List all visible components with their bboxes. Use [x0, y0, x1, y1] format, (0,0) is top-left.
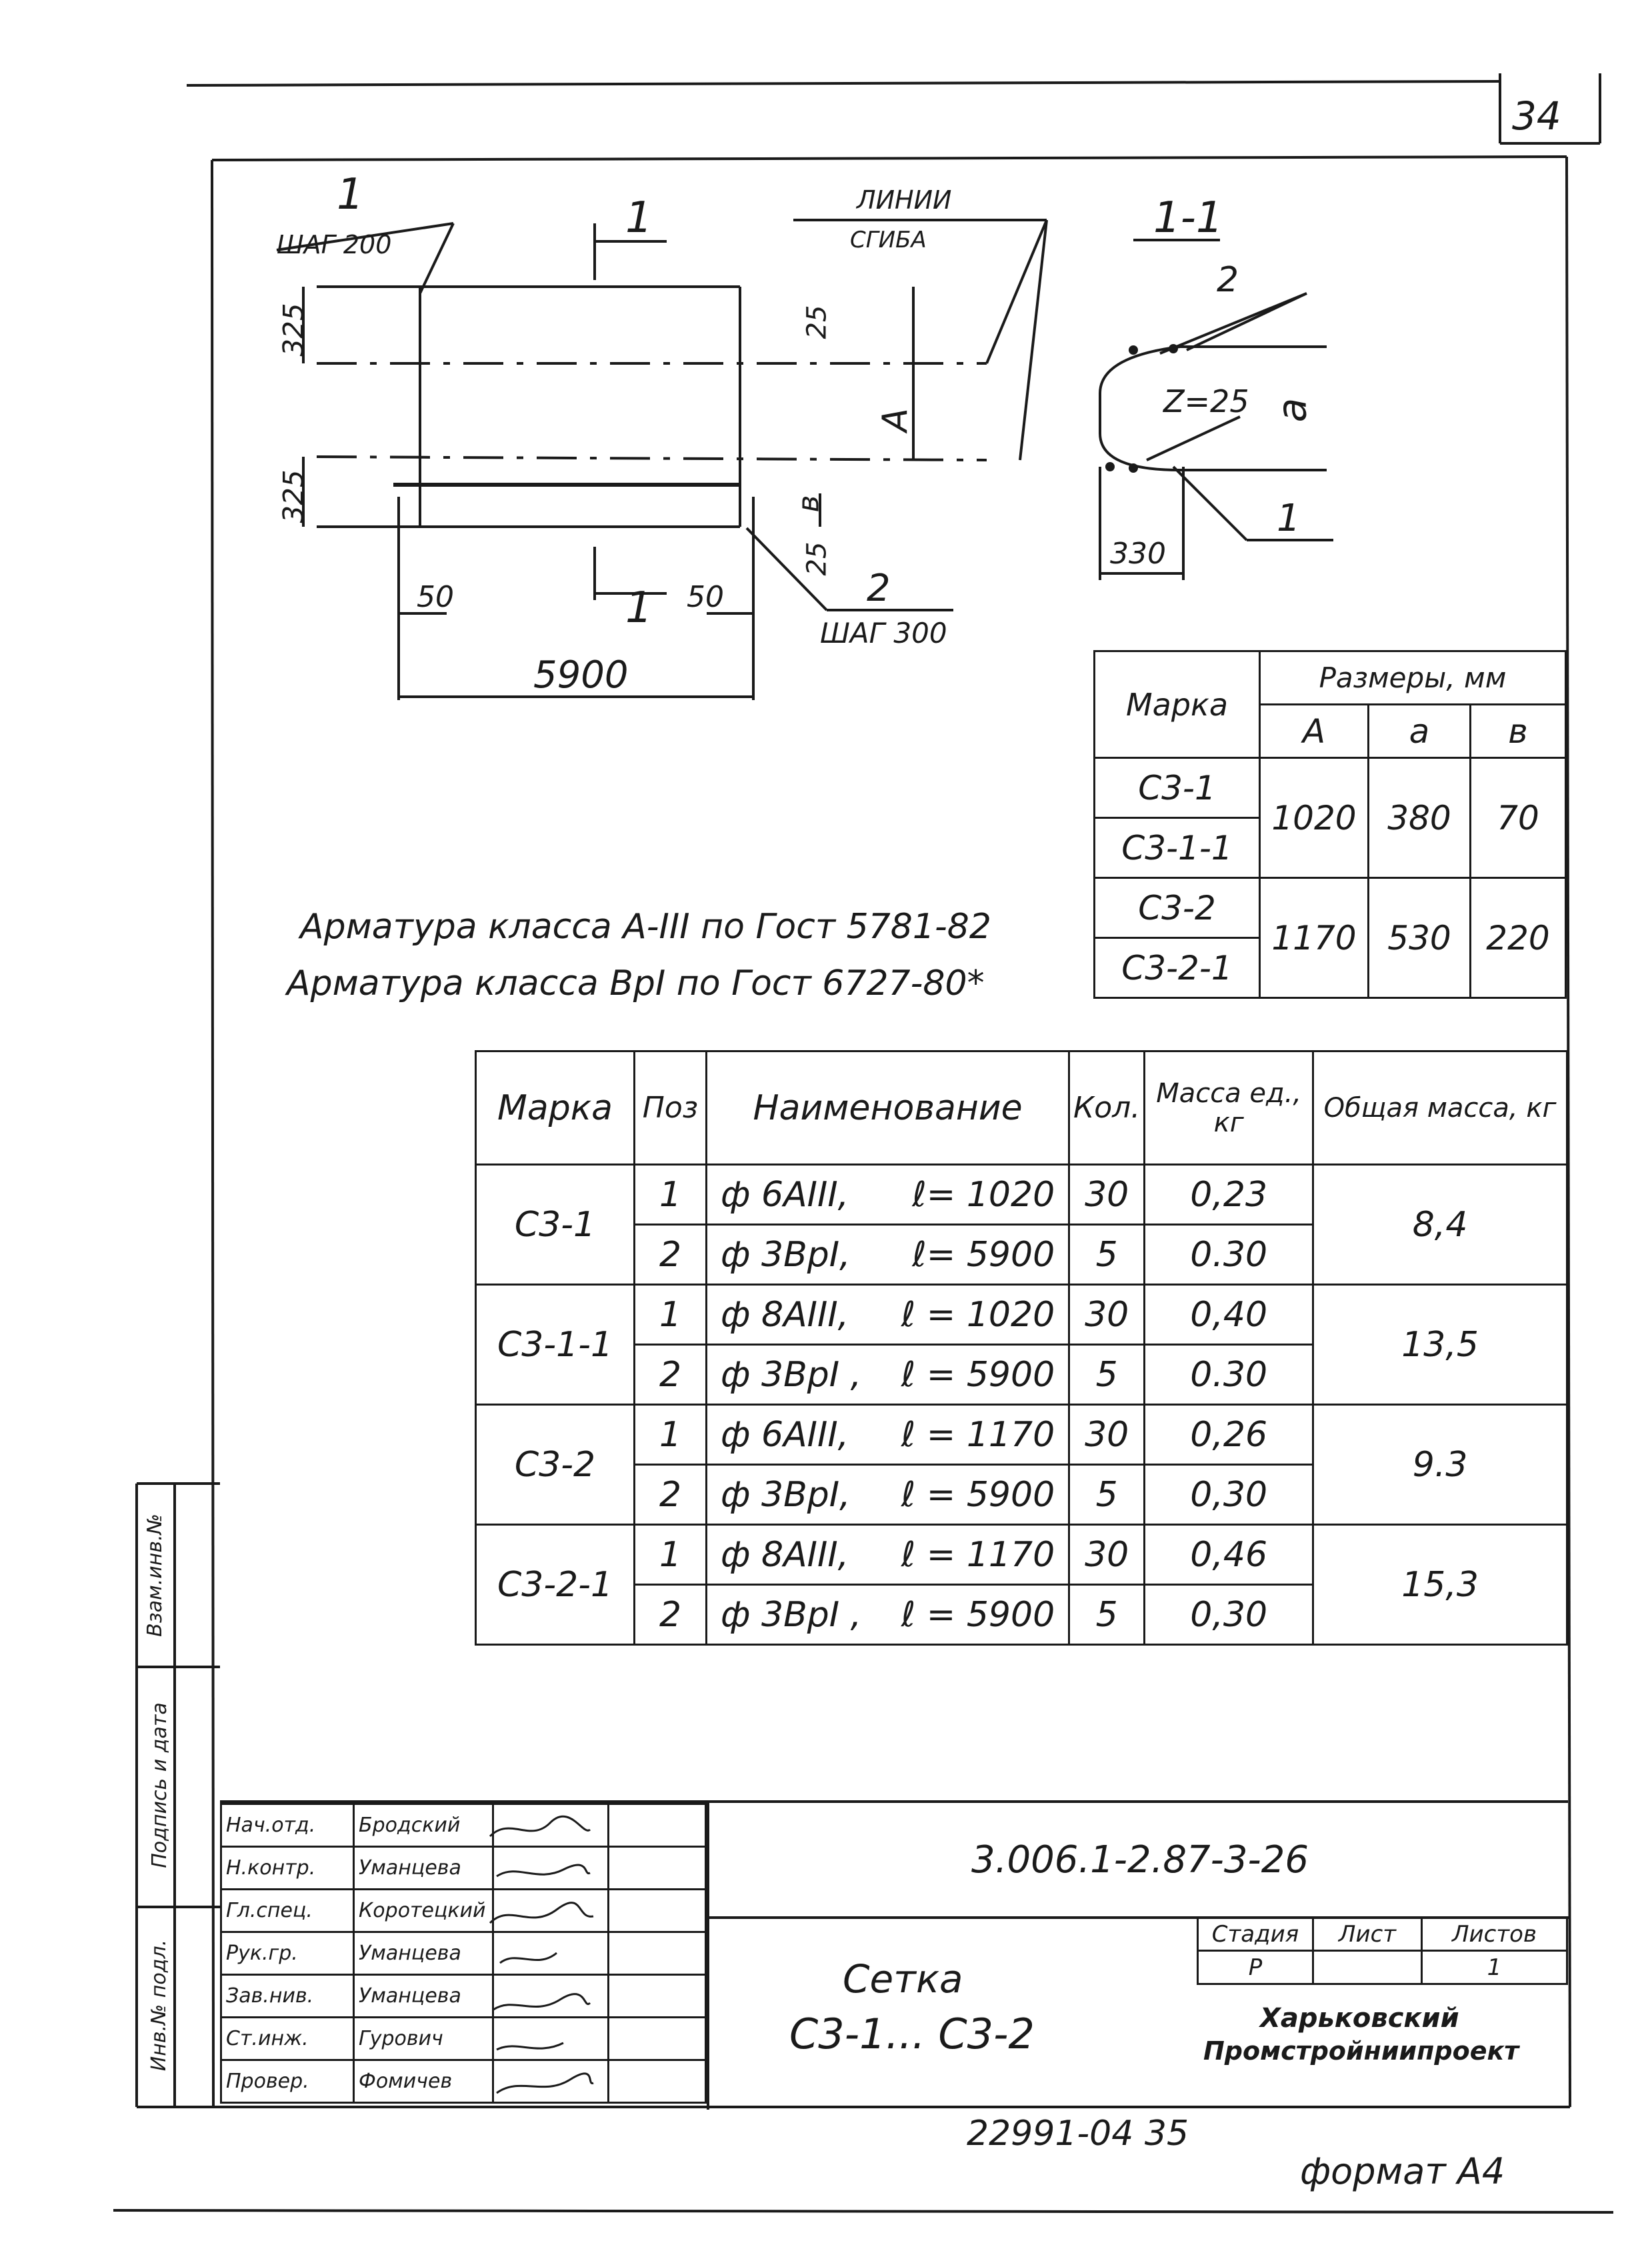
dim-5900: 5900 — [533, 653, 629, 697]
doc-code: 3.006.1-2.87-3-26 — [971, 1838, 1309, 1882]
organization-line1: Харьковский — [1260, 2003, 1459, 2034]
section-dim-330: 330 — [1110, 537, 1166, 571]
spec-mark: С3-1 — [476, 1165, 635, 1285]
date-cell — [609, 2018, 706, 2060]
label-pos-1: 1 — [337, 170, 364, 219]
person-name: Бродский — [354, 1804, 493, 1847]
spec-kol: 5 — [1069, 1465, 1145, 1525]
spec-mark: С3-1-1 — [476, 1285, 635, 1405]
spec-item-length: ℓ = 5900 — [887, 1465, 1069, 1525]
spec-poz: 1 — [635, 1165, 707, 1225]
doc-code-cell — [707, 1803, 1571, 1919]
drawing-title-line2: С3-1... С3-2 — [789, 2010, 1035, 2058]
spec-mass-unit: 0.30 — [1145, 1225, 1313, 1285]
section-title: 1-1 — [1153, 193, 1223, 243]
spec-item-length: ℓ= 1020 — [887, 1165, 1069, 1225]
date-cell — [609, 1804, 706, 1847]
spec-mark: С3-2 — [476, 1405, 635, 1525]
sheet-value — [1313, 1951, 1422, 1984]
spec-item-length: ℓ = 1170 — [887, 1405, 1069, 1465]
spec-kol: 30 — [1069, 1405, 1145, 1465]
role-label: Рук.гр. — [221, 1932, 354, 1975]
section-pos-2: 2 — [1217, 260, 1239, 300]
spec-header-mass-unit: Масса ед., кг — [1145, 1051, 1313, 1165]
spec-item-length: ℓ = 5900 — [887, 1585, 1069, 1645]
date-cell — [609, 2060, 706, 2103]
section-pos-1: 1 — [1277, 497, 1301, 540]
signature-scribbles — [483, 1810, 597, 2103]
spec-item-length: ℓ = 1170 — [887, 1525, 1069, 1585]
label-step-200: ШАГ 200 — [277, 230, 392, 259]
stamp-replaced-inv: Взам.инв.№ — [143, 1514, 167, 1637]
drawing-title-cell — [707, 1916, 1199, 2110]
sizes-value-A: 1170 — [1260, 878, 1369, 998]
spec-mark: С3-2-1 — [476, 1525, 635, 1645]
person-name: Коротецкий — [354, 1890, 493, 1932]
role-label: Нач.отд. — [221, 1804, 354, 1847]
spec-kol: 5 — [1069, 1225, 1145, 1285]
spec-mass-unit: 0,30 — [1145, 1585, 1313, 1645]
spec-header-kol: Кол. — [1069, 1051, 1145, 1165]
archive-number: 22991-04 35 — [967, 2114, 1189, 2154]
spec-kol: 5 — [1069, 1345, 1145, 1405]
spec-mass-total: 9.3 — [1313, 1405, 1567, 1525]
organization-line2: Промстройниипроект — [1203, 2036, 1519, 2066]
date-cell — [609, 1932, 706, 1975]
stage-value: Р — [1198, 1951, 1313, 1984]
sizes-table — [1093, 650, 1567, 999]
section-a: a — [1269, 397, 1316, 423]
sizes-value-a: 380 — [1369, 758, 1471, 878]
sizes-mark: С3-2-1 — [1095, 938, 1260, 998]
role-label: Ст.инж. — [221, 2018, 354, 2060]
role-label: Н.контр. — [221, 1847, 354, 1890]
spec-mass-unit: 0.30 — [1145, 1345, 1313, 1405]
spec-item-name: ф 3ВрI, — [707, 1225, 888, 1285]
spec-item-name: ф 3ВрI , — [707, 1345, 888, 1405]
stage-sheet-table — [1197, 1916, 1568, 1985]
dim-50-right: 50 — [687, 580, 724, 614]
spec-mass-unit: 0,30 — [1145, 1465, 1313, 1525]
paper-format: формат А4 — [1300, 2150, 1505, 2192]
dim-25-bottom: 25 — [801, 541, 833, 576]
spec-item-name: ф 8АIII, — [707, 1525, 888, 1585]
specification-table — [475, 1050, 1568, 1646]
dim-25-top: 25 — [801, 305, 833, 339]
role-label: Гл.спец. — [221, 1890, 354, 1932]
dim-b: в — [791, 495, 826, 513]
dim-325-top: 325 — [277, 303, 310, 357]
sheets-value: 1 — [1422, 1951, 1567, 1984]
spec-mass-unit: 0,46 — [1145, 1525, 1313, 1585]
role-label: Зав.нив. — [221, 1975, 354, 2018]
spec-kol: 30 — [1069, 1165, 1145, 1225]
dim-325-bottom: 325 — [277, 469, 310, 523]
spec-mass-unit: 0,23 — [1145, 1165, 1313, 1225]
spec-item-name: ф 6АIII, — [707, 1405, 888, 1465]
bend-lines-label-2: СГИБА — [850, 227, 927, 253]
sizes-mark: С3-1-1 — [1095, 818, 1260, 878]
sizes-header-marka: Марка — [1095, 651, 1260, 758]
spec-item-name: ф 6АIII, — [707, 1165, 888, 1225]
spec-item-name: ф 3ВрI , — [707, 1585, 888, 1645]
section-z: Z=25 — [1163, 383, 1249, 419]
spec-poz: 1 — [635, 1285, 707, 1345]
sizes-value-b: 70 — [1471, 758, 1566, 878]
sizes-value-a: 530 — [1369, 878, 1471, 998]
stage-header: Стадия — [1198, 1918, 1313, 1951]
spec-item-name: ф 8АIII, — [707, 1285, 888, 1345]
label-pos-2: 2 — [867, 567, 891, 610]
spec-poz: 1 — [635, 1525, 707, 1585]
spec-mass-unit: 0,26 — [1145, 1405, 1313, 1465]
stamp-inv-podl: Инв.№ подл. — [147, 1939, 171, 2072]
label-step-300: ШАГ 300 — [820, 617, 947, 649]
sizes-value-b: 220 — [1471, 878, 1566, 998]
sizes-header-A: A — [1260, 705, 1369, 758]
person-name: Фомичев — [354, 2060, 493, 2103]
sizes-header-b: в — [1471, 705, 1566, 758]
sizes-value-A: 1020 — [1260, 758, 1369, 878]
role-label: Провер. — [221, 2060, 354, 2103]
cut-mark-top: 1 — [625, 193, 653, 243]
person-name: Уманцева — [354, 1932, 493, 1975]
spec-poz: 2 — [635, 1465, 707, 1525]
spec-header-mass-total: Общая масса, кг — [1313, 1051, 1567, 1165]
sheets-header: Листов — [1422, 1918, 1567, 1951]
sizes-header-dims: Размеры, мм — [1260, 651, 1566, 705]
sheet-number: 34 — [1512, 93, 1561, 139]
spec-header-poz: Поз — [635, 1051, 707, 1165]
title-block — [220, 1800, 1568, 2110]
spec-kol: 30 — [1069, 1285, 1145, 1345]
sizes-header-a: a — [1369, 705, 1471, 758]
cut-mark-bottom: 1 — [625, 583, 653, 633]
spec-poz: 2 — [635, 1345, 707, 1405]
spec-poz: 1 — [635, 1405, 707, 1465]
date-cell — [609, 1890, 706, 1932]
person-name: Уманцева — [354, 1847, 493, 1890]
spec-mass-total: 8,4 — [1313, 1165, 1567, 1285]
spec-kol: 30 — [1069, 1525, 1145, 1585]
person-name: Уманцева — [354, 1975, 493, 2018]
spec-item-length: ℓ= 5900 — [887, 1225, 1069, 1285]
stamp-signature-date: Подпись и дата — [147, 1702, 171, 1868]
dim-50-left: 50 — [417, 580, 454, 614]
spec-mass-total: 15,3 — [1313, 1525, 1567, 1645]
person-name: Гурович — [354, 2018, 493, 2060]
sheet-header: Лист — [1313, 1918, 1422, 1951]
note-rebar-class-vr1: Арматура класса ВрI по Гост 6727-80* — [287, 963, 985, 1003]
bend-lines-label-1: ЛИНИИ — [857, 185, 952, 215]
note-rebar-class-a3: Арматура класса А-III по Гост 5781-82 — [300, 907, 991, 947]
date-cell — [609, 1847, 706, 1890]
spec-item-length: ℓ = 5900 — [887, 1345, 1069, 1405]
sizes-mark: С3-2 — [1095, 878, 1260, 938]
spec-poz: 2 — [635, 1225, 707, 1285]
title-block-people — [220, 1803, 707, 2104]
spec-mass-total: 13,5 — [1313, 1285, 1567, 1405]
date-cell — [609, 1975, 706, 2018]
dim-A: A — [875, 408, 915, 432]
sizes-mark: С3-1 — [1095, 758, 1260, 818]
spec-header-name: Наименование — [707, 1051, 1069, 1165]
spec-item-length: ℓ = 1020 — [887, 1285, 1069, 1345]
spec-item-name: ф 3ВрI, — [707, 1465, 888, 1525]
spec-mass-unit: 0,40 — [1145, 1285, 1313, 1345]
spec-poz: 2 — [635, 1585, 707, 1645]
spec-header-marka: Марка — [476, 1051, 635, 1165]
drawing-title-line1: Сетка — [843, 1956, 963, 2002]
spec-kol: 5 — [1069, 1585, 1145, 1645]
